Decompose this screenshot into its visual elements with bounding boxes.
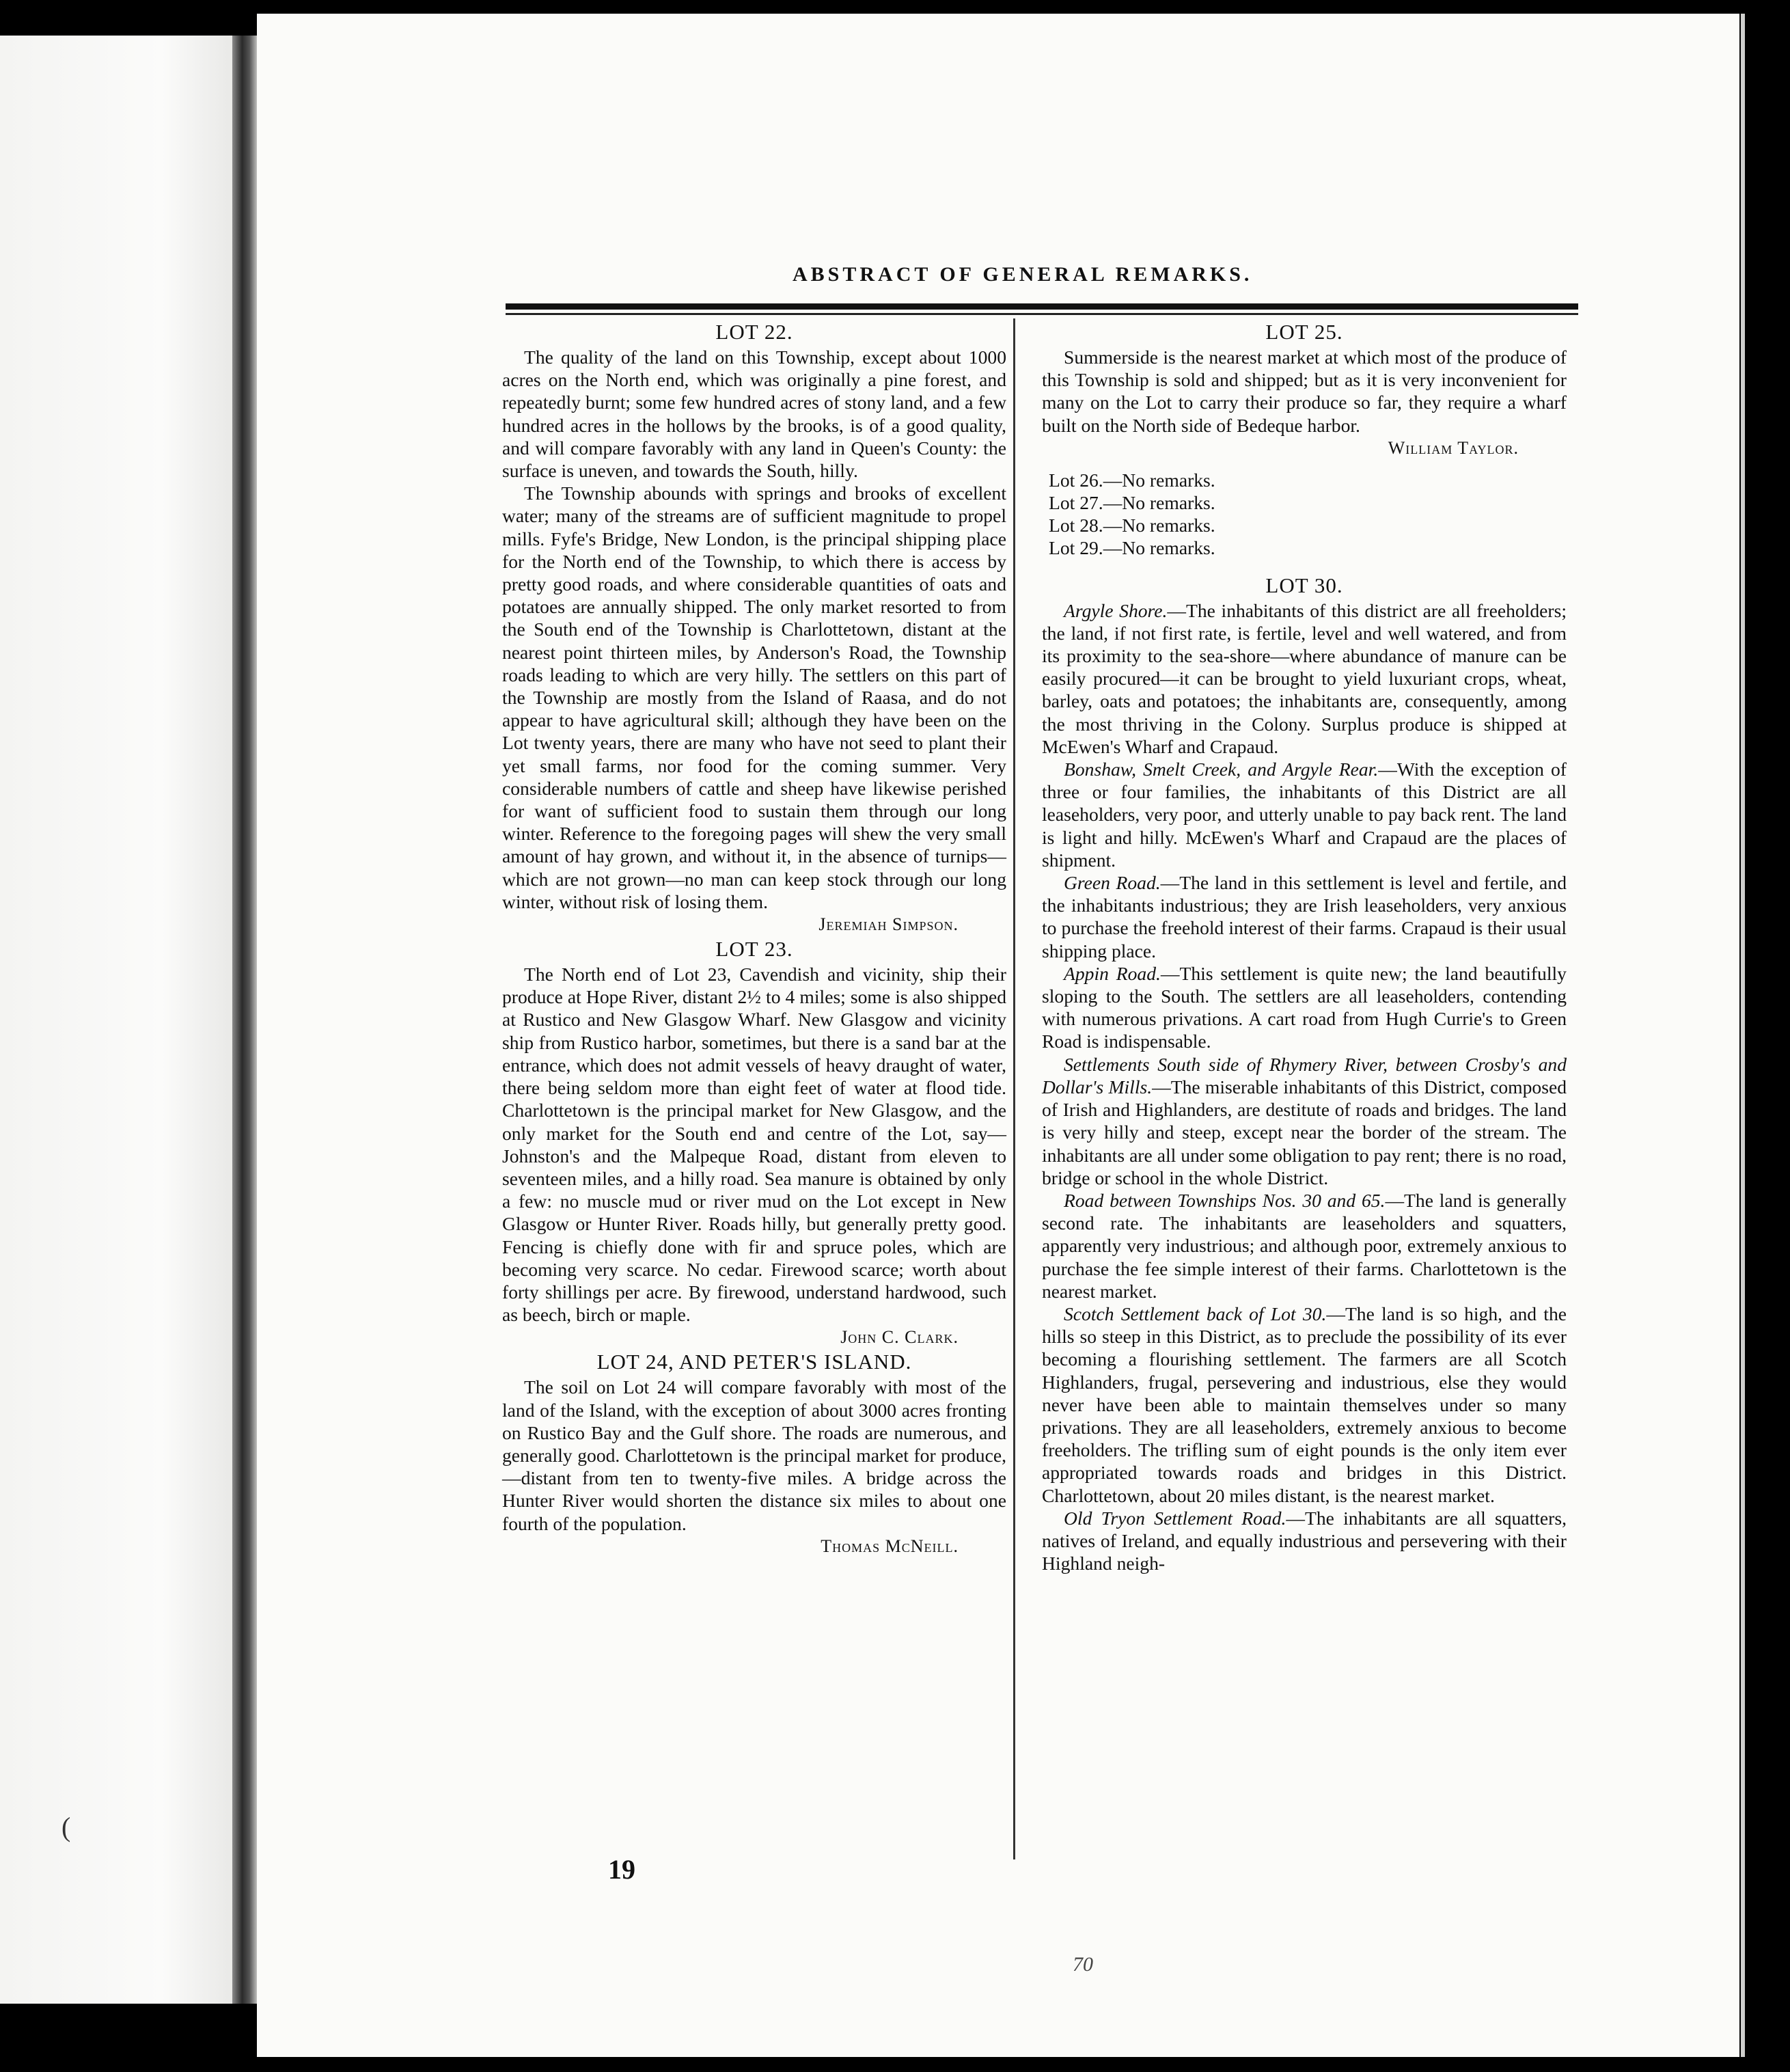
margin-mark: ( xyxy=(61,1812,71,1842)
settlement-name: Settlements South side of Rhymery River, between Crosby's and Dollar's Mills. xyxy=(1042,1053,1567,1098)
page-edge xyxy=(1741,14,1745,2057)
book-gutter xyxy=(232,36,257,2004)
lot-22-paragraph-1: The quality of the land on this Township, except about 1000 acres on the North end, which was originally a pine forest, and repeatedly burnt; some few hundred acres of stony land, and a few hundred acres in the hollows by the brooks, is of a good quality, and will compare favorably with any land in Queen's County: the surface is uneven, and towards the South, hilly. xyxy=(502,346,1006,482)
lot-23-heading: LOT 23. xyxy=(715,937,793,962)
running-header: ABSTRACT OF GENERAL REMARKS. xyxy=(793,263,1253,286)
settlement-text: —The inhabitants of this district are all freeholders; the land, if not first rate, is fertile, level and well watered, and from its proximity to the sea-shore—where abundance of manure can be easily procured—it can be brought to yield luxuriant crops, wheat, barley, oats and potatoes; the inhabitants are, consequently, among the most thriving in the Colony. Surplus produce is shipped at McEwen's Wharf and Crapaud. xyxy=(1042,599,1567,757)
settlement-text: —The miserable inhabitants of this District, composed of Irish and Highlanders, are destitute of roads and bridges. The land is very hilly and steep, except near the border of the stream. The inhabitants are all under some obligation to pay rent; there is no road, bridge or school in the whole District. xyxy=(1042,1076,1567,1188)
lot-30-settlement xyxy=(1042,758,1567,871)
lot-30-settlement xyxy=(1042,871,1567,962)
settlement-name: Argyle Shore. xyxy=(1064,599,1168,621)
settlement-name: Old Tryon Settlement Road. xyxy=(1064,1507,1286,1529)
lot-30-settlement xyxy=(1042,962,1567,1053)
lot-26-remark: Lot 26.—No remarks. xyxy=(1049,469,1215,491)
lot-22-heading: LOT 22. xyxy=(715,320,793,344)
settlement-text: —The inhabitants are all squatters, natives of Ireland, and equally industrious and persevering with their Highland neigh- xyxy=(1042,1507,1567,1575)
lot-27-remark: Lot 27.—No remarks. xyxy=(1049,492,1215,514)
settlement-text: —The land is so high, and the hills so steep in this District, as to preclude the possibility of its ever becoming a flourishing settlement. The farmers are all Scotch Highlanders, frugal, persevering and industrious, else they would never have been able to maintain themselves under so many privations. They are all leaseholders, extremely anxious to become freeholders. The trifling sum of eight pounds is the only item ever appropriated towards roads and bridges in this District. Charlottetown, about 20 miles distant, is the nearest market. xyxy=(1042,1303,1567,1506)
left-column xyxy=(502,318,1006,1557)
lot-30-settlement xyxy=(1042,599,1567,758)
lot-30-heading: LOT 30. xyxy=(1265,573,1343,597)
lot-30-settlement xyxy=(1042,1303,1567,1507)
lot-29-remark: Lot 29.—No remarks. xyxy=(1049,537,1215,559)
lot-30-settlement xyxy=(1042,1507,1567,1575)
lot-28-remark: Lot 28.—No remarks. xyxy=(1049,515,1215,536)
settlement-name: Road between Townships Nos. 30 and 65. xyxy=(1064,1189,1386,1211)
lot-23-signature: John C. Clark. xyxy=(840,1327,959,1348)
lot-30-settlement xyxy=(1042,1053,1567,1189)
settlement-name: Scotch Settlement back of Lot 30. xyxy=(1064,1303,1327,1324)
page-number: 19 xyxy=(608,1854,635,1885)
facing-page xyxy=(0,36,232,2004)
header-rule-thin xyxy=(506,313,1578,315)
settlement-name: Green Road. xyxy=(1064,872,1161,894)
right-column xyxy=(1042,318,1567,1575)
settlement-text: —The land is generally second rate. The inhabitants are leaseholders and squatters, apparently very industrious; and although poor, extremely anxious to purchase the fee simple interest of their farms. Charlottetown is the nearest market. xyxy=(1042,1189,1567,1302)
lot-25-signature: William Taylor. xyxy=(1388,437,1519,458)
lot-23-section xyxy=(502,936,1006,1348)
lot-22-signature: Jeremiah Simpson. xyxy=(818,914,959,935)
settlement-text: —This settlement is quite new; the land beautifully sloping to the South. The settlers are all leaseholders, contending with numerous privations. A cart road from Hugh Currie's to Green Road is indispensable. xyxy=(1042,962,1567,1052)
settlement-text: —The land in this settlement is level and fertile, and the inhabitants industrious; they are Irish leaseholders, very anxious to purchase the freehold interest of their farms. Crapaud is their usual shipping place. xyxy=(1042,872,1567,962)
lot-30-settlement xyxy=(1042,1189,1567,1303)
lot-30-section xyxy=(1042,572,1567,1575)
handwritten-mark: 70 xyxy=(1073,1953,1093,1976)
column-divider xyxy=(1013,318,1015,1859)
settlement-text: —With the exception of three or four families, the inhabitants of this District are all leaseholders, very poor, and utterly unable to pay back rent. The land is light and hilly. McEwen's Wharf and Crapaud are the places of shipment. xyxy=(1042,759,1567,871)
lot-22-section xyxy=(502,318,1006,936)
settlement-name: Bonshaw, Smelt Creek, and Argyle Rear. xyxy=(1064,759,1379,780)
settlement-name: Appin Road. xyxy=(1064,962,1161,984)
no-remarks-list xyxy=(1042,469,1567,560)
lot-22-paragraph-2: The Township abounds with springs and brooks of excellent water; many of the streams are of sufficient magnitude to propel mills. Fyfe's Bridge, New London, is the principal shipping place for the North end of the Township, to which there is access by pretty good roads, and where considerable quantities of oats and potatoes are annually shipped. The only market resorted to from the South end of the Township is Charlottetown, distant at the nearest point thirteen miles, by Anderson's Road, the Township roads leading to which are very hilly. The settlers on this part of the Township are mostly from the Island of Raasa, and do not appear to have agricultural skill; although they have been on the Lot twenty years, there are many who have not seed to plant their yet small farms, nor food for the coming summer. Very considerable numbers of cattle and sheep have likewise perished for want of sufficient food to sustain them through our long winter. Reference to the foregoing pages will shew the very small amount of hay grown, and without it, in the absence of turnips—which are not grown—no man can keep stock through our long winter, without risk of losing them. xyxy=(502,482,1006,912)
header-rule-thick xyxy=(506,303,1578,310)
lot-24-section xyxy=(502,1348,1006,1557)
lot-23-paragraph-1: The North end of Lot 23, Cavendish and vicinity, ship their produce at Hope River, distant 2½ to 4 miles; some is also shipped at Rustico and New Glasgow Wharf. New Glasgow and vicinity ship from Rustico harbor, sometimes, but there is a sand bar at the entrance, which does not admit vessels of heavy draught of water, there being seldom more than eight feet of water at flood tide. Charlottetown is the principal market for New Glasgow, and the only market for the South end and centre of the Lot, say—Johnston's and the Malpeque Road, distant from eleven to seventeen miles, and a hilly road. Sea manure is obtained by only a few: no muscle mud or river mud on the Lot except in New Glasgow or Hunter River. Roads hilly, but generally pretty good. Fencing is chiefly done with fir and spruce poles, which are becoming very scarce. No cedar. Firewood scarce; worth about forty shillings per acre. By firewood, understand hardwood, such as beech, birch or maple. xyxy=(502,964,1006,1326)
lot-25-section xyxy=(1042,318,1567,459)
lot-25-paragraph: Summerside is the nearest market at which most of the produce of this Township is sold and shipped; but as it is very inconvenient for many on the Lot to carry their produce so far, they require a wharf built on the North side of Bedeque harbor. xyxy=(1042,346,1567,436)
lot-25-heading: LOT 25. xyxy=(1265,320,1343,344)
lot-24-paragraph-1: The soil on Lot 24 will compare favorably with most of the land of the Island, with the exception of about 3000 acres fronting on Rustico Bay and the Gulf shore. The roads are numerous, and generally good. Charlottetown is the principal market for produce,—distant from ten to twenty-five miles. A bridge across the Hunter River would shorten the distance six miles to about one fourth of the population. xyxy=(502,1376,1006,1534)
lot-24-signature: Thomas McNeill. xyxy=(821,1536,959,1556)
lot-24-heading: LOT 24, AND PETER'S ISLAND. xyxy=(596,1350,912,1374)
